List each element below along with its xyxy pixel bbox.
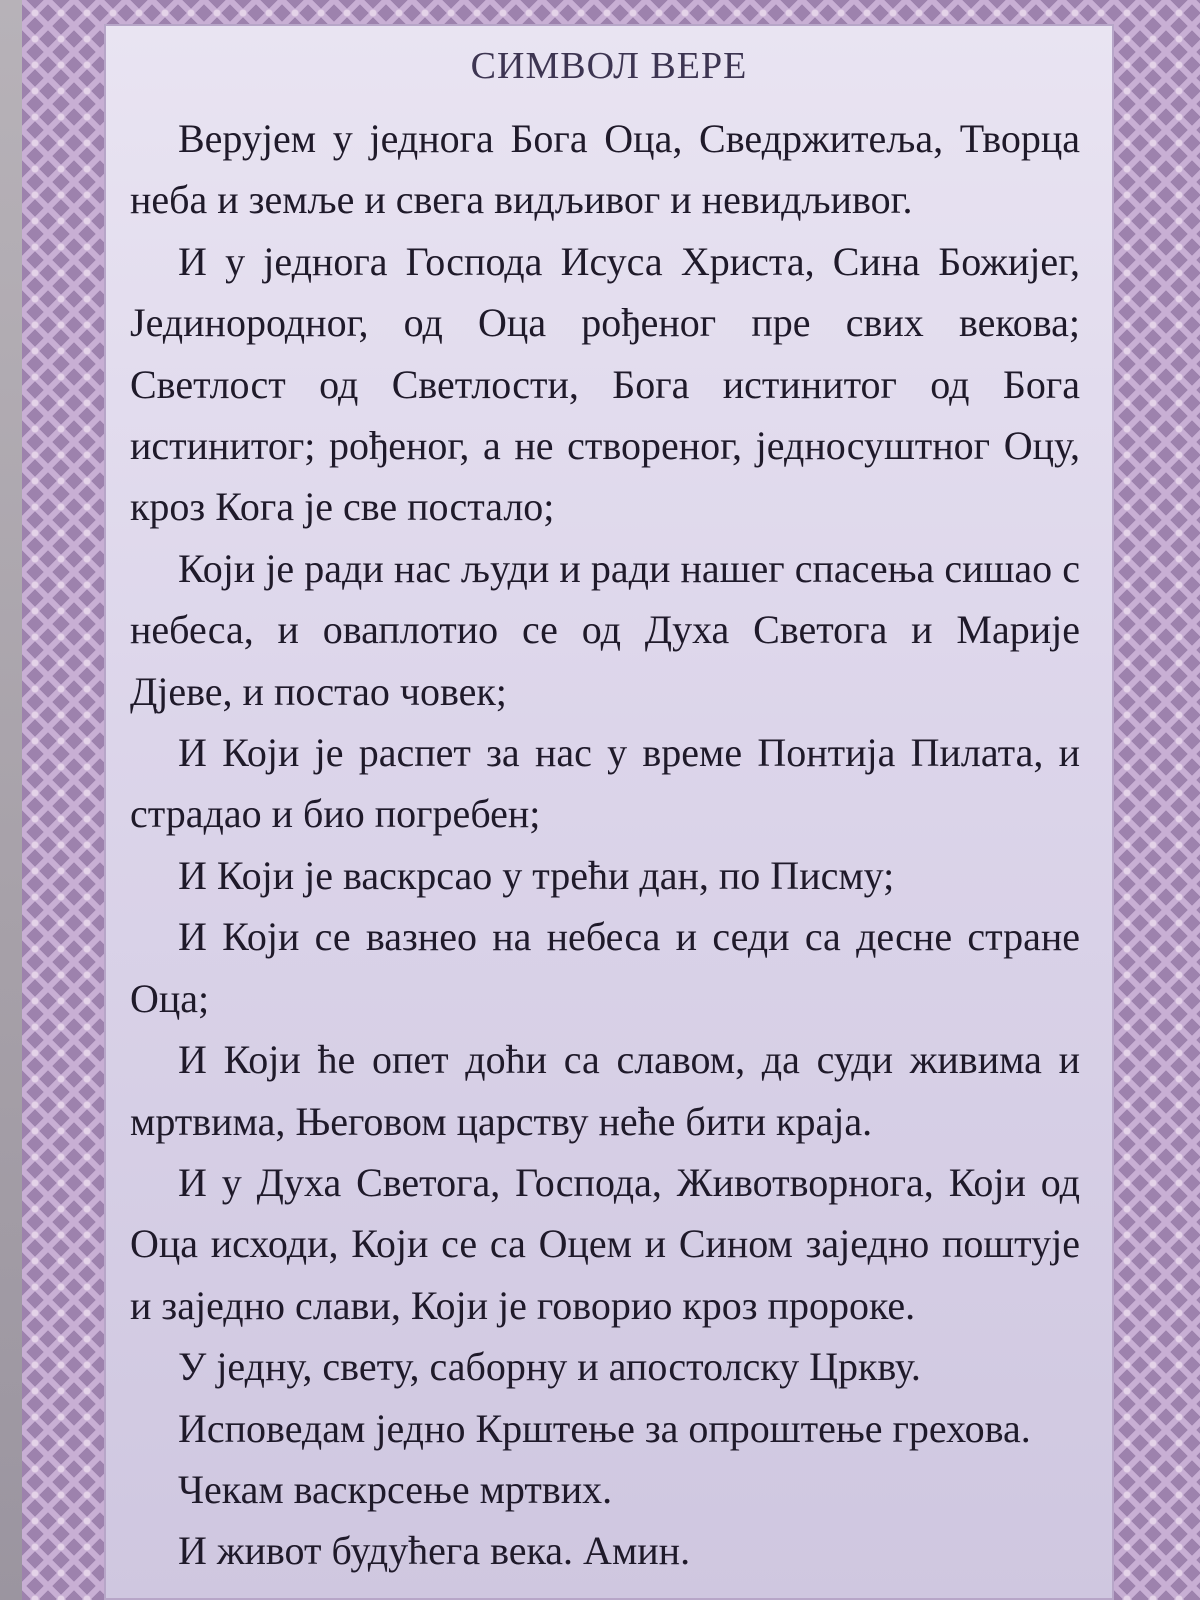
prayer-paragraph: И живот будућега века. Амин. xyxy=(178,1528,691,1574)
prayer-paragraph: Исповедам једно Крштење за опроштење грехова. xyxy=(178,1405,1031,1451)
card-title: СИМВОЛ ВЕРЕ xyxy=(470,45,748,87)
prayer-paragraph: И Који се вазнео на небеса и седи са десне стране Оца; xyxy=(130,914,1080,1021)
prayer-paragraph: Који је ради нас људи и ради нашег спасења сишао с небеса, и оваплотио се од Духа Светога и Марије Дјеве, и постао човек; xyxy=(130,545,1080,714)
prayer-paragraph: У једну, свету, саборну и апостолску Цркву. xyxy=(178,1344,921,1390)
prayer-paragraph: И у једнога Господа Исуса Христа, Сина Божијег, Јединородног, од Оца рођеног пре свих векова; Светлост од Светлости, Бога истинитог од Бога истинитог; рођеног, а не створеног, једносуштног Оцу, кроз Кога је све постало; xyxy=(130,238,1080,530)
prayer-card xyxy=(104,24,1114,1600)
prayer-text xyxy=(130,108,1080,1582)
stone-surface xyxy=(0,0,24,1600)
prayer-paragraph: Чекам васкрсење мртвих. xyxy=(178,1466,613,1512)
prayer-paragraph: Верујем у једнога Бога Оца, Сведржитеља, Творца неба и земље и свега видљивог и невидљивог. xyxy=(130,116,1080,223)
prayer-paragraph: И у Духа Светога, Господа, Животворнога, Који од Оца исходи, Који се са Оцем и Сином заједно поштује и заједно слави, Који је говорио кроз пророке. xyxy=(130,1159,1080,1328)
prayer-paragraph: И Који је васкрсао у трећи дан, по Писму; xyxy=(178,852,895,898)
prayer-paragraph: И Који је распет за нас у време Понтија Пилата, и страдао и био погребен; xyxy=(130,730,1080,837)
prayer-paragraph: И Који ће опет доћи са славом, да суди живима и мртвима, Његовом царству неће бити краја. xyxy=(130,1037,1080,1144)
